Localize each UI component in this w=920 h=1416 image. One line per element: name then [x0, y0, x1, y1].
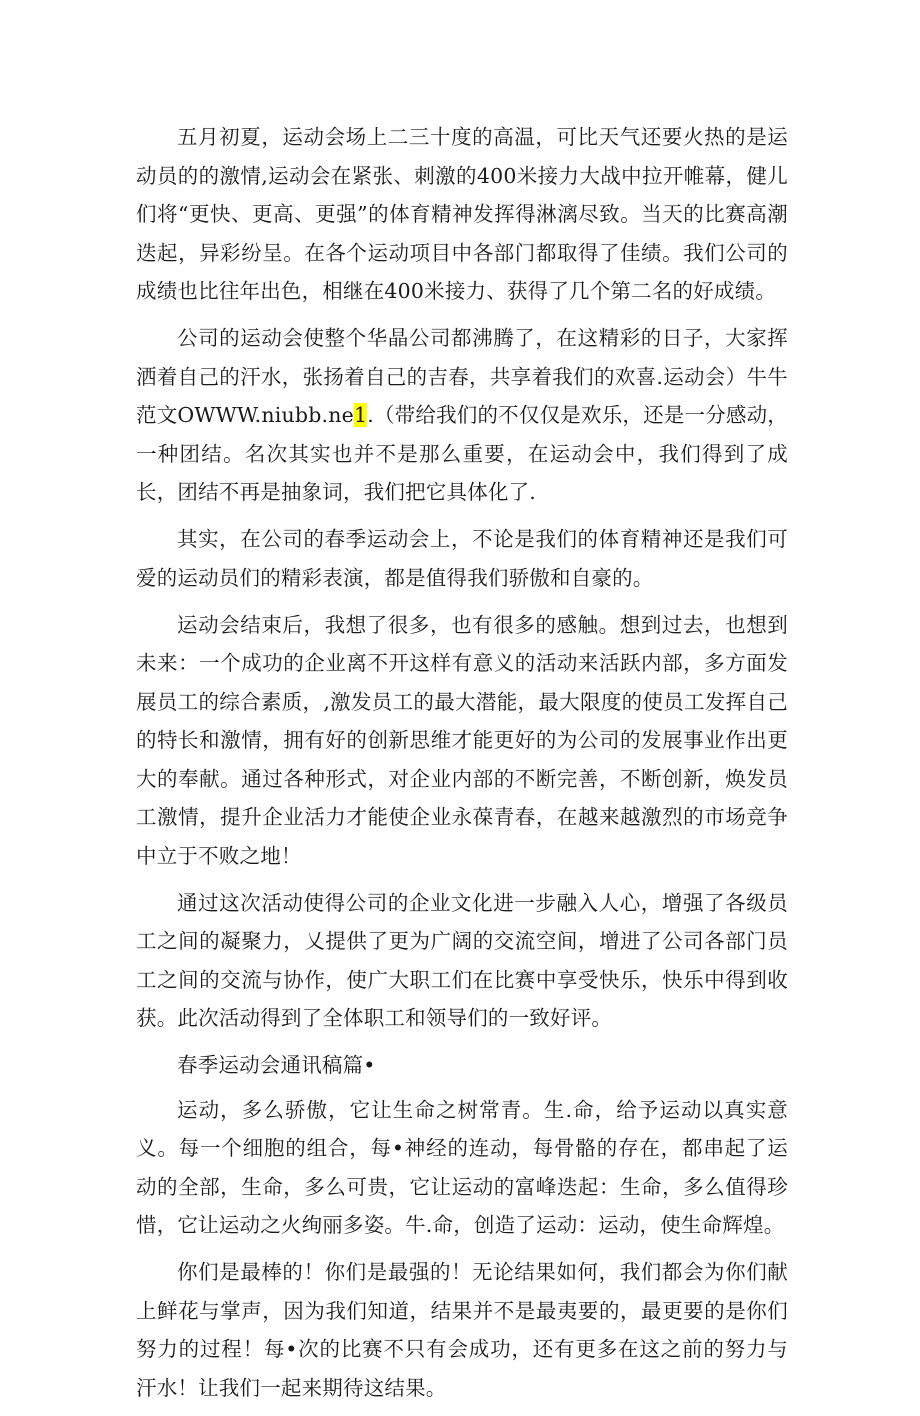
paragraph-4: 运动会结束后，我想了很多，也有很多的感触。想到过去，也想到未来：一个成功的企业离不开这样有意义的活动来活跃内部，多方面发展员工的综合素质，,激发员工的最大潜能，最大限度的使员工发挥自己的特长和激情，拥有好的创新思维才能更好的为公司的发展事业作出更大的奉献。通过各种形式，对企业内部的不断完善，不断创新，焕发员工激情，提升企业活力才能使企业永葆青春，在越来越激烈的市场竞争中立于不败之地！ — [136, 612, 788, 868]
paragraph-2-text-end: .（带给我们的不仅仅是欢乐，还是一分感动，一种团结。名次其实也并不是那么重要，在运动会中，我们得到了成长，团结不再是抽象词，我们把它具体化了. — [136, 403, 788, 504]
paragraph-6: 运动，多么骄傲，它让生命之树常青。生.命，给予运动以真实意义。每一个细胞的组合，每•神经的连动，每骨骼的存在，都串起了运动的全部，生命，多么可贵，它让运动的富峰迭起：生命，多么值得珍惜，它让运动之火绚丽多姿。牛.命，创造了运动：运动，使生命辉煌。 — [136, 1097, 788, 1237]
paragraph-2-text-start: 公司的运动会使整个华晶公司都沸腾了，在这精彩的日子，大家挥洒着自己的汗水，张扬着自己的吉春，共享着我们的欢喜.运动会）牛牛范文OWWW.niubb.ne — [136, 326, 788, 427]
article-body — [136, 118, 788, 1416]
section-heading: 春季运动会通讯稿篇• — [177, 1053, 376, 1077]
paragraph-2 — [136, 319, 788, 512]
paragraph-3: 其实，在公司的春季运动会上，不论是我们的体育精神还是我们可爱的运动员们的精彩表演，都是值得我们骄傲和自豪的。 — [136, 527, 788, 590]
highlighted-text: 1 — [354, 403, 368, 427]
paragraph-7: 你们是最棒的！你们是最强的！无论结果如何，我们都会为你们献上鲜花与掌声，因为我们知道，结果并不是最夷要的，最更要的是你们努力的过程！每•次的比赛不只有会成功，还有更多在这之前的努力与汗水！让我们一起来期待这结果。 — [136, 1260, 788, 1400]
paragraph-1: 五月初夏，运动会场上二三十度的高温，可比天气还要火热的是运动员的的激情,运动会在紧张、刺激的400米接力大战中拉开帷幕，健儿们将“更快、更高、更强”的体育精神发挥得淋漓尽致。当天的比赛高潮迭起，异彩纷呈。在各个运动项目中各部门都取得了佳绩。我们公司的成绩也比往年出色，相继在400米接力、获得了几个第二名的好成绩。 — [136, 125, 788, 303]
paragraph-5: 通过这次活动使得公司的企业文化进一步融入人心，增强了各级员工之间的凝聚力，乂提供了更为广阔的交流空间，增进了公司各部门员工之间的交流与协作，使广大职工们在比赛中享受快乐，快乐中得到收获。此次活动得到了全体职工和领导们的一致好评。 — [136, 890, 788, 1030]
